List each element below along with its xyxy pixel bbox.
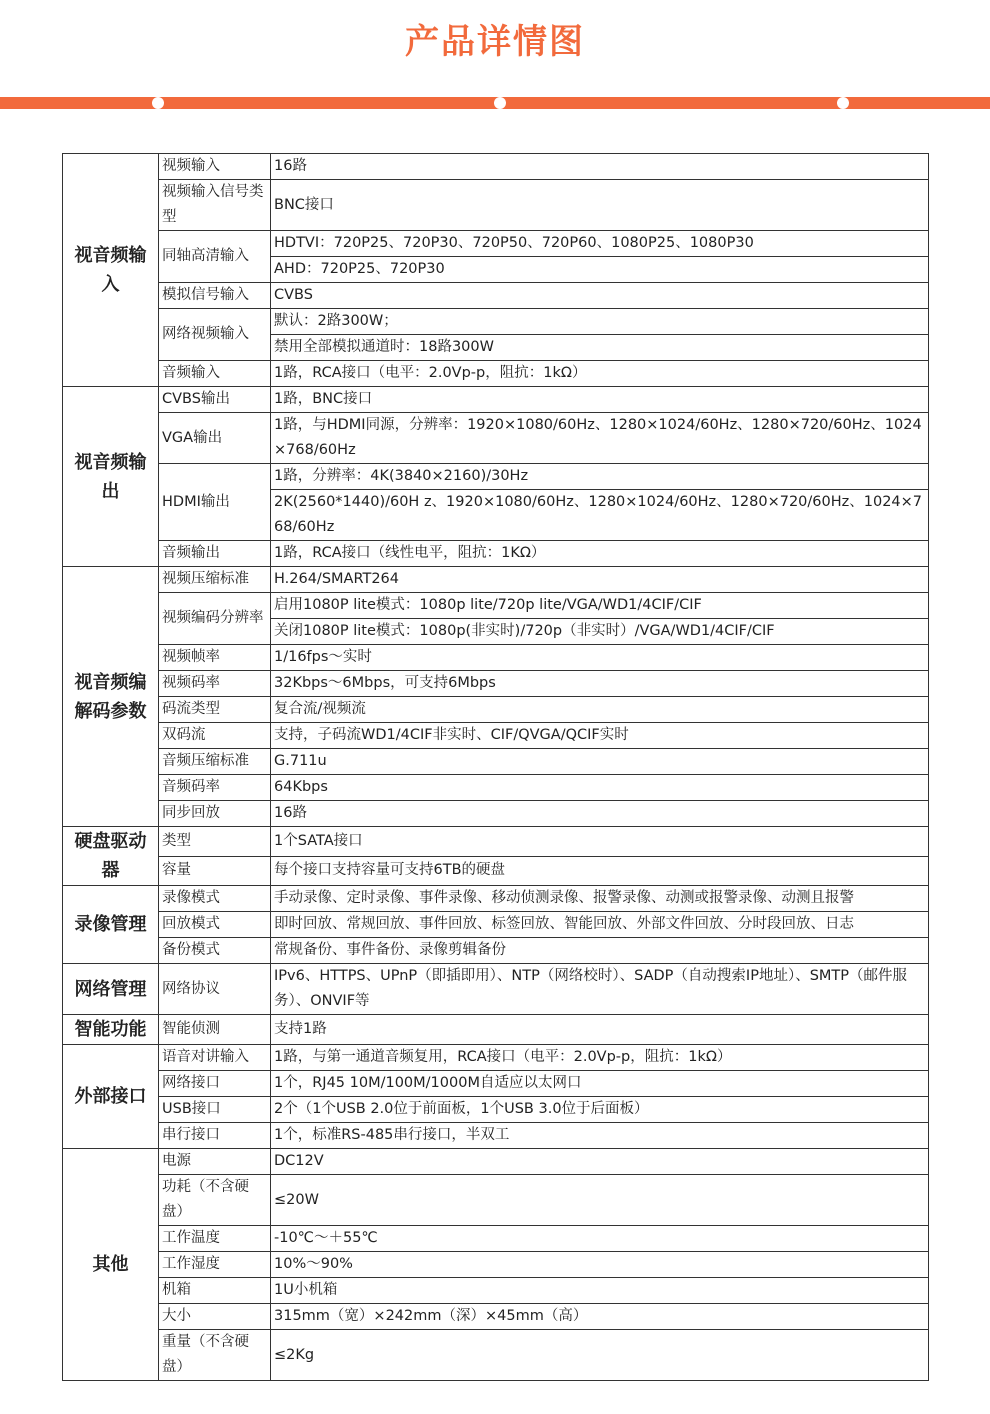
spec-value: 2个（1个USB 2.0位于前面板，1个USB 3.0位于后面板） (271, 1097, 929, 1123)
spec-field: 模拟信号输入 (159, 283, 271, 309)
spec-category: 其他 (63, 1149, 159, 1381)
spec-field: 视频输入 (159, 154, 271, 180)
spec-row (63, 413, 929, 464)
spec-value: 64Kbps (271, 775, 929, 801)
spec-row (63, 1123, 929, 1149)
spec-row (63, 1149, 929, 1175)
spec-row (63, 775, 929, 801)
spec-value: ≤20W (271, 1175, 929, 1226)
spec-row (63, 697, 929, 723)
spec-field: 网络协议 (159, 964, 271, 1015)
spec-row (63, 283, 929, 309)
spec-field: 智能侦测 (159, 1015, 271, 1045)
spec-field: 回放模式 (159, 912, 271, 938)
spec-value: 16路 (271, 801, 929, 827)
spec-row (63, 567, 929, 593)
spec-value: ≤2Kg (271, 1330, 929, 1381)
spec-row (63, 723, 929, 749)
spec-row (63, 464, 929, 490)
spec-field: 音频压缩标准 (159, 749, 271, 775)
spec-value: 1路，RCA接口（线性电平，阻抗：1KΩ） (271, 541, 929, 567)
spec-category: 硬盘驱动器 (63, 827, 159, 886)
spec-value: 每个接口支持容量可支持6TB的硬盘 (271, 856, 929, 886)
spec-value: 启用1080P lite模式：1080p lite/720p lite/VGA/WD1/4CIF/CIF (271, 593, 929, 619)
spec-field: 网络视频输入 (159, 309, 271, 361)
spec-field: VGA输出 (159, 413, 271, 464)
spec-value: 1路，BNC接口 (271, 387, 929, 413)
spec-category: 外部接口 (63, 1045, 159, 1149)
spec-category: 视音频输出 (63, 387, 159, 567)
spec-value: 10%～90% (271, 1252, 929, 1278)
spec-row (63, 231, 929, 257)
spec-value: IPv6、HTTPS、UPnP（即插即用）、NTP（网络校时）、SADP（自动搜索IP地址）、SMTP（邮件服务）、ONVIF等 (271, 964, 929, 1015)
spec-field: 视频输入信号类型 (159, 180, 271, 231)
spec-value: 1/16fps～实时 (271, 645, 929, 671)
spec-field: 备份模式 (159, 938, 271, 964)
spec-value: 315mm（宽）×242mm（深）×45mm（高） (271, 1304, 929, 1330)
spec-value: 1U小机箱 (271, 1278, 929, 1304)
spec-value: CVBS (271, 283, 929, 309)
spec-field: 机箱 (159, 1278, 271, 1304)
spec-value: 手动录像、定时录像、事件录像、移动侦测录像、报警录像、动测或报警录像、动测且报警 (271, 886, 929, 912)
spec-row (63, 593, 929, 619)
spec-field: 网络接口 (159, 1071, 271, 1097)
spec-value: 32Kbps～6Mbps，可支持6Mbps (271, 671, 929, 697)
spec-category: 视音频编解码参数 (63, 567, 159, 827)
spec-field: HDMI输出 (159, 464, 271, 541)
spec-value: G.711u (271, 749, 929, 775)
spec-value: 1个，RJ45 10M/100M/1000M自适应以太网口 (271, 1071, 929, 1097)
divider-dot-center (494, 97, 506, 109)
spec-row (63, 361, 929, 387)
spec-value: 1个，标准RS-485串行接口，半双工 (271, 1123, 929, 1149)
spec-field: 电源 (159, 1149, 271, 1175)
spec-field: 工作湿度 (159, 1252, 271, 1278)
spec-row (63, 1226, 929, 1252)
spec-value: 1路，分辨率：4K(3840×2160)/30Hz (271, 464, 929, 490)
divider-dot-left (152, 97, 164, 109)
spec-field: 音频输入 (159, 361, 271, 387)
spec-value: -10℃～＋55℃ (271, 1226, 929, 1252)
spec-field: USB接口 (159, 1097, 271, 1123)
spec-row (63, 749, 929, 775)
spec-field: 视频帧率 (159, 645, 271, 671)
spec-field: 同步回放 (159, 801, 271, 827)
spec-field: 串行接口 (159, 1123, 271, 1149)
spec-row (63, 1015, 929, 1045)
spec-row (63, 387, 929, 413)
spec-row (63, 856, 929, 886)
spec-row (63, 801, 929, 827)
spec-field: 录像模式 (159, 886, 271, 912)
spec-row (63, 645, 929, 671)
spec-field: 双码流 (159, 723, 271, 749)
spec-row (63, 1278, 929, 1304)
spec-field: 码流类型 (159, 697, 271, 723)
spec-value: 关闭1080P lite模式：1080p(非实时)/720p（非实时）/VGA/WD1/4CIF/CIF (271, 619, 929, 645)
spec-value: 1路，与HDMI同源，分辨率：1920×1080/60Hz、1280×1024/60Hz、1280×720/60Hz、1024×768/60Hz (271, 413, 929, 464)
spec-row (63, 938, 929, 964)
spec-value: 1个SATA接口 (271, 827, 929, 857)
spec-value: BNC接口 (271, 180, 929, 231)
spec-field: 类型 (159, 827, 271, 857)
spec-field: 功耗（不含硬盘） (159, 1175, 271, 1226)
spec-category: 网络管理 (63, 964, 159, 1015)
spec-field: 容量 (159, 856, 271, 886)
spec-value: 2K(2560*1440)/60H z、1920×1080/60Hz、1280×1024/60Hz、1280×720/60Hz、1024×768/60Hz (271, 490, 929, 541)
spec-value: DC12V (271, 1149, 929, 1175)
spec-value: H.264/SMART264 (271, 567, 929, 593)
spec-value: 复合流/视频流 (271, 697, 929, 723)
spec-row (63, 1175, 929, 1226)
spec-row (63, 180, 929, 231)
spec-row (63, 1304, 929, 1330)
spec-field: 工作温度 (159, 1226, 271, 1252)
spec-row (63, 671, 929, 697)
spec-value: 即时回放、常规回放、事件回放、标签回放、智能回放、外部文件回放、分时段回放、日志 (271, 912, 929, 938)
spec-row (63, 886, 929, 912)
spec-field: 视频编码分辨率 (159, 593, 271, 645)
spec-value: HDTVI：720P25、720P30、720P50、720P60、1080P25、1080P30 (271, 231, 929, 257)
spec-field: 音频码率 (159, 775, 271, 801)
spec-field: 语音对讲输入 (159, 1045, 271, 1071)
spec-row (63, 154, 929, 180)
spec-table (62, 153, 929, 1381)
spec-row (63, 1252, 929, 1278)
spec-row (63, 541, 929, 567)
spec-row (63, 912, 929, 938)
spec-field: 视频码率 (159, 671, 271, 697)
spec-row (63, 1330, 929, 1381)
divider-dot-right (837, 97, 849, 109)
spec-field: 大小 (159, 1304, 271, 1330)
spec-value: 默认：2路300W； (271, 309, 929, 335)
spec-value: 支持1路 (271, 1015, 929, 1045)
spec-category: 录像管理 (63, 886, 159, 964)
spec-value: AHD：720P25、720P30 (271, 257, 929, 283)
spec-value: 1路，RCA接口（电平：2.0Vp-p，阻抗：1kΩ） (271, 361, 929, 387)
spec-category: 智能功能 (63, 1015, 159, 1045)
spec-row (63, 1045, 929, 1071)
spec-field: 视频压缩标准 (159, 567, 271, 593)
spec-row (63, 1071, 929, 1097)
spec-field: 音频输出 (159, 541, 271, 567)
spec-field: 重量（不含硬盘） (159, 1330, 271, 1381)
spec-value: 16路 (271, 154, 929, 180)
spec-value: 禁用全部模拟通道时：18路300W (271, 335, 929, 361)
spec-value: 常规备份、事件备份、录像剪辑备份 (271, 938, 929, 964)
spec-row (63, 1097, 929, 1123)
spec-category: 视音频输入 (63, 154, 159, 387)
spec-field: CVBS输出 (159, 387, 271, 413)
spec-value: 支持，子码流WD1/4CIF非实时、CIF/QVGA/QCIF实时 (271, 723, 929, 749)
page-title: 产品详情图 (405, 22, 585, 62)
spec-row (63, 309, 929, 335)
spec-row (63, 827, 929, 857)
spec-field: 同轴高清输入 (159, 231, 271, 283)
spec-value: 1路，与第一通道音频复用，RCA接口（电平：2.0Vp-p，阻抗：1kΩ） (271, 1045, 929, 1071)
spec-row (63, 964, 929, 1015)
